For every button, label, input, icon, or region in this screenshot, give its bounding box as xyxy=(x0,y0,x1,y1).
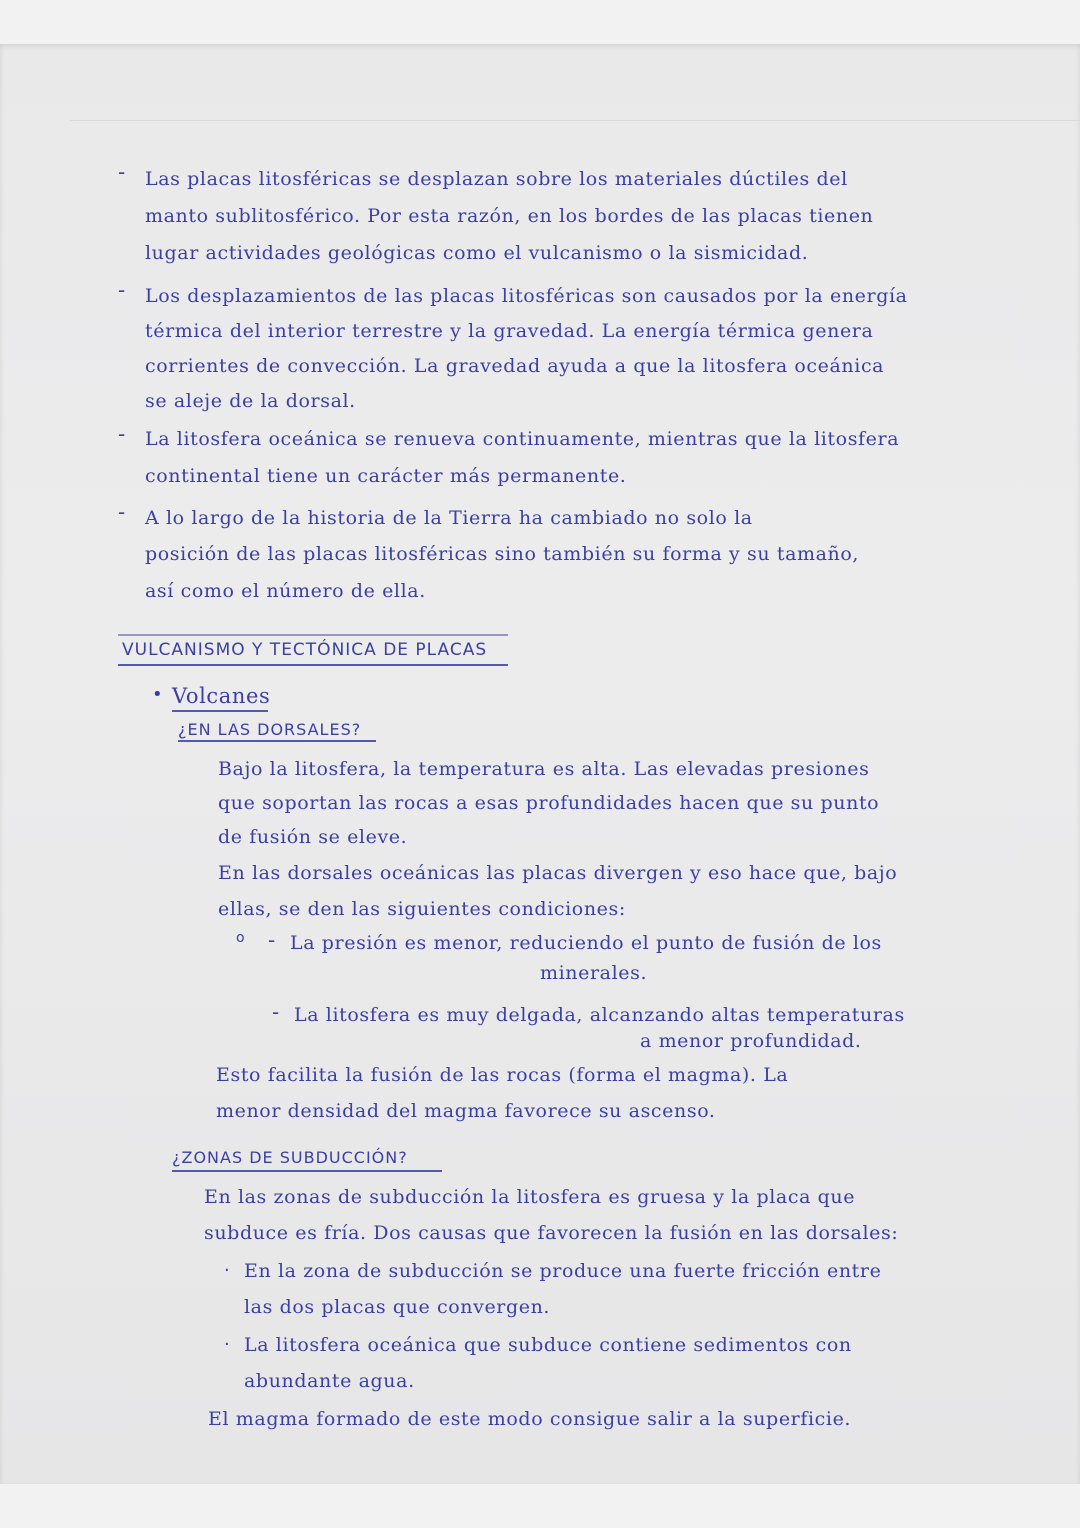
subduccion-b2-line-1: La litosfera oceánica que subduce contiene sedimentos con xyxy=(244,1334,852,1356)
intro-item-4-line-2: posición de las placas litosféricas sino también su forma y su tamaño, xyxy=(145,543,860,565)
subduccion-underline xyxy=(172,1170,442,1172)
page-top-rule xyxy=(70,120,1080,121)
intro-item-1-line-1: Las placas litosféricas se desplazan sobre los materiales dúctiles del xyxy=(145,168,848,190)
subduccion-b2-line-2: abundante agua. xyxy=(244,1370,415,1392)
dot-bullet: · xyxy=(224,1260,230,1281)
dorsales-cond2-line-2: a menor profundidad. xyxy=(640,1030,862,1052)
intro-item-1-line-2: manto sublitosférico. Por esta razón, en los bordes de las placas tienen xyxy=(145,205,874,227)
dorsales-cond1-line-2: minerales. xyxy=(540,962,648,984)
dash-bullet: - xyxy=(272,1000,280,1024)
subduccion-b1-line-1: En la zona de subducción se produce una fuerte fricción entre xyxy=(244,1260,882,1282)
dorsales-cond1-line-1: La presión es menor, reduciendo el punto de fusión de los xyxy=(290,932,882,954)
intro-item-2-line-2: térmica del interior terrestre y la gravedad. La energía térmica genera xyxy=(145,320,874,342)
dorsales-cond2-line-1: La litosfera es muy delgada, alcanzando altas temperaturas xyxy=(294,1004,905,1026)
dash-bullet: - xyxy=(118,278,126,302)
section-underline xyxy=(118,664,508,666)
section-title: VULCANISMO Y TECTÓNICA DE PLACAS xyxy=(122,640,488,660)
intro-item-3-line-2: continental tiene un carácter más permanente. xyxy=(145,465,627,487)
subduccion-p1-line-2: subduce es fría. Dos causas que favorecen la fusión en las dorsales: xyxy=(204,1222,899,1244)
dorsales-underline xyxy=(178,740,376,742)
dot-bullet: · xyxy=(224,1334,230,1355)
intro-item-4-line-3: así como el número de ella. xyxy=(145,580,426,602)
intro-item-3-line-1: La litosfera oceánica se renueva continuamente, mientras que la litosfera xyxy=(145,428,900,450)
intro-item-4-line-1: A lo largo de la historia de la Tierra ha cambiado no solo la xyxy=(145,507,753,529)
volcanes-label: Volcanes xyxy=(172,684,271,708)
dorsales-p2-line-1: En las dorsales oceánicas las placas divergen y eso hace que, bajo xyxy=(218,862,898,884)
dorsales-heading: ¿EN LAS DORSALES? xyxy=(178,720,362,739)
dash-bullet: - xyxy=(118,160,126,184)
subduccion-b1-line-2: las dos placas que convergen. xyxy=(244,1296,551,1318)
dash-bullet: - xyxy=(268,928,276,952)
dorsales-p1-line-2: que soportan las rocas a esas profundidades hacen que su punto xyxy=(218,792,880,814)
dorsales-p3-line-1: Esto facilita la fusión de las rocas (forma el magma). La xyxy=(216,1064,789,1086)
section-overline xyxy=(118,634,508,636)
dorsales-p1-line-3: de fusión se eleve. xyxy=(218,826,408,848)
subduccion-p2: El magma formado de este modo consigue salir a la superficie. xyxy=(208,1408,852,1430)
circle-bullet: o xyxy=(236,930,245,946)
volcanes-underline xyxy=(172,710,268,712)
subduccion-p1-line-1: En las zonas de subducción la litosfera es gruesa y la placa que xyxy=(204,1186,856,1208)
dorsales-p3-line-2: menor densidad del magma favorece su ascenso. xyxy=(216,1100,716,1122)
intro-item-1-line-3: lugar actividades geológicas como el vulcanismo o la sismicidad. xyxy=(145,242,809,264)
dorsales-p2-line-2: ellas, se den las siguientes condiciones: xyxy=(218,898,626,920)
dot-bullet: • xyxy=(152,684,163,705)
dorsales-p1-line-1: Bajo la litosfera, la temperatura es alta. Las elevadas presiones xyxy=(218,758,870,780)
intro-item-2-line-4: se aleje de la dorsal. xyxy=(145,390,356,412)
intro-item-2-line-1: Los desplazamientos de las placas litosféricas son causados por la energía xyxy=(145,285,908,307)
dash-bullet: - xyxy=(118,422,126,446)
dash-bullet: - xyxy=(118,500,126,524)
subduccion-heading: ¿ZONAS DE SUBDUCCIÓN? xyxy=(172,1148,408,1167)
intro-item-2-line-3: corrientes de convección. La gravedad ayuda a que la litosfera oceánica xyxy=(145,355,885,377)
